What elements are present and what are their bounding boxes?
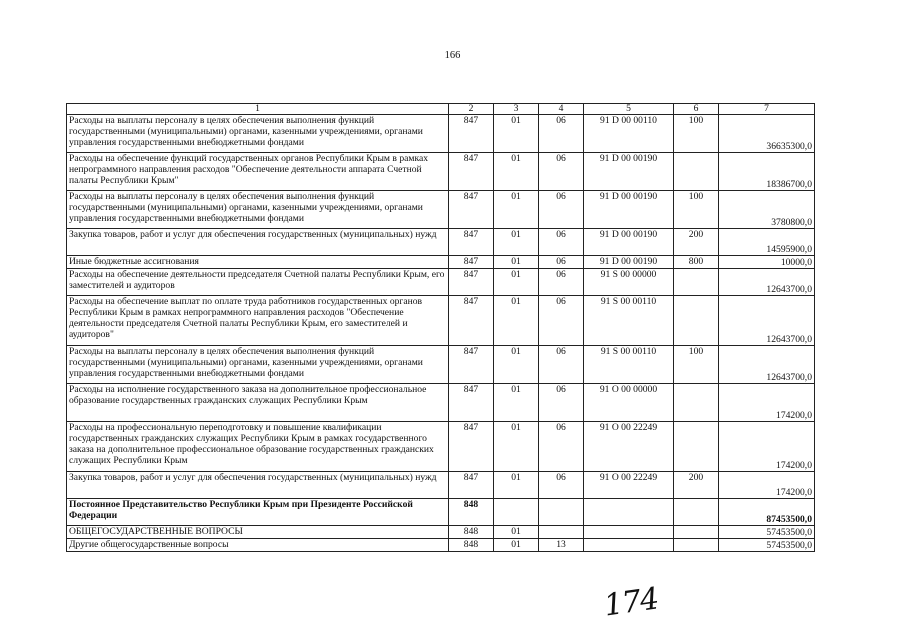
subsection-cell: [539, 526, 584, 539]
row-name-cell: Расходы на исполнение государственного заказа на дополнительное профессиональное образование государственных гражданских служащих Республики Крым: [67, 384, 449, 422]
expense-type-cell: 200: [674, 229, 719, 256]
code-admin-cell: 847: [449, 296, 494, 346]
target-article-cell: 91 S 00 00110: [584, 346, 674, 384]
code-admin-cell: 847: [449, 191, 494, 229]
subsection-cell: 06: [539, 384, 584, 422]
row-name-cell: Закупка товаров, работ и услуг для обеспечения государственных (муниципальных) нужд: [67, 229, 449, 256]
subsection-cell: 06: [539, 191, 584, 229]
row-name-cell: ОБЩЕГОСУДАРСТВЕННЫЕ ВОПРОСЫ: [67, 526, 449, 539]
amount-cell: 57453500,0: [719, 526, 815, 539]
code-admin-cell: 847: [449, 269, 494, 296]
section-cell: [494, 499, 539, 526]
table-row: [67, 472, 815, 499]
subsection-cell: 06: [539, 153, 584, 191]
table-row: [67, 526, 815, 539]
subsection-cell: 06: [539, 269, 584, 296]
header-cell-3: 3: [494, 104, 539, 115]
section-cell: 01: [494, 422, 539, 472]
header-cell-6: 6: [674, 104, 719, 115]
subsection-cell: [539, 499, 584, 526]
expense-type-cell: [674, 539, 719, 552]
target-article-cell: 91 D 00 00110: [584, 115, 674, 153]
target-article-cell: 91 O 00 22249: [584, 422, 674, 472]
row-name-cell: Другие общегосударственные вопросы: [67, 539, 449, 552]
code-admin-cell: 848: [449, 499, 494, 526]
table-header-row: [67, 104, 815, 115]
expense-type-cell: [674, 384, 719, 422]
amount-cell: 12643700,0: [719, 269, 815, 296]
table-row: [67, 269, 815, 296]
amount-cell: 174200,0: [719, 384, 815, 422]
target-article-cell: 91 O 00 22249: [584, 472, 674, 499]
subsection-cell: 06: [539, 422, 584, 472]
code-admin-cell: 847: [449, 346, 494, 384]
section-cell: 01: [494, 539, 539, 552]
table-row: [67, 346, 815, 384]
code-admin-cell: 848: [449, 539, 494, 552]
target-article-cell: 91 D 00 00190: [584, 229, 674, 256]
code-admin-cell: 847: [449, 153, 494, 191]
target-article-cell: 91 D 00 00190: [584, 153, 674, 191]
amount-cell: 3780800,0: [719, 191, 815, 229]
amount-cell: 174200,0: [719, 422, 815, 472]
target-article-cell: 91 S 00 00110: [584, 296, 674, 346]
expense-type-cell: 200: [674, 472, 719, 499]
table-row: [67, 153, 815, 191]
row-name-cell: Расходы на выплаты персоналу в целях обеспечения выполнения функций государственными (муниципальными) органами, казенными учреждениями, органами управления государственными внебюджетными фондами: [67, 115, 449, 153]
expense-type-cell: 100: [674, 191, 719, 229]
table-body: [67, 104, 815, 552]
expense-type-cell: [674, 296, 719, 346]
table-row: [67, 115, 815, 153]
expense-type-cell: 100: [674, 115, 719, 153]
subsection-cell: 06: [539, 472, 584, 499]
section-cell: 01: [494, 472, 539, 499]
code-admin-cell: 847: [449, 229, 494, 256]
section-cell: 01: [494, 229, 539, 256]
table-row: [67, 422, 815, 472]
expense-type-cell: [674, 526, 719, 539]
section-cell: 01: [494, 153, 539, 191]
handwritten-signature: 174: [601, 581, 661, 624]
subsection-cell: 13: [539, 539, 584, 552]
section-cell: 01: [494, 346, 539, 384]
page-number: 166: [444, 50, 461, 61]
expense-type-cell: [674, 499, 719, 526]
table-row: [67, 296, 815, 346]
amount-cell: 12643700,0: [719, 296, 815, 346]
table-row: [67, 539, 815, 552]
row-name-cell: Расходы на обеспечение функций государственных органов Республики Крым в рамках непрограммного направления расходов "Обеспечение деятельности аппарата Счетной палаты Республики Крым": [67, 153, 449, 191]
row-name-cell: Расходы на обеспечение выплат по оплате труда работников государственных органов Республики Крым в рамках непрограммного направления расходов "Обеспечение деятельности председателя Счетной палаты Республики Крым, его заместителей и аудиторов": [67, 296, 449, 346]
section-cell: 01: [494, 384, 539, 422]
amount-cell: 10000,0: [719, 256, 815, 269]
subsection-cell: 06: [539, 115, 584, 153]
code-admin-cell: 847: [449, 422, 494, 472]
row-name-cell: Закупка товаров, работ и услуг для обеспечения государственных (муниципальных) нужд: [67, 472, 449, 499]
section-cell: 01: [494, 269, 539, 296]
code-admin-cell: 847: [449, 256, 494, 269]
subsection-cell: 06: [539, 256, 584, 269]
row-name-cell: Иные бюджетные ассигнования: [67, 256, 449, 269]
expense-type-cell: [674, 153, 719, 191]
amount-cell: 87453500,0: [719, 499, 815, 526]
section-cell: 01: [494, 256, 539, 269]
subsection-cell: 06: [539, 229, 584, 256]
subsection-cell: 06: [539, 296, 584, 346]
code-admin-cell: 848: [449, 526, 494, 539]
amount-cell: 36635300,0: [719, 115, 815, 153]
target-article-cell: [584, 539, 674, 552]
table-row: [67, 229, 815, 256]
header-cell-5: 5: [584, 104, 674, 115]
amount-cell: 12643700,0: [719, 346, 815, 384]
table-row: [67, 499, 815, 526]
target-article-cell: 91 S 00 00000: [584, 269, 674, 296]
code-admin-cell: 847: [449, 115, 494, 153]
amount-cell: 174200,0: [719, 472, 815, 499]
budget-table: [66, 103, 815, 552]
code-admin-cell: 847: [449, 384, 494, 422]
target-article-cell: 91 D 00 00190: [584, 256, 674, 269]
section-cell: 01: [494, 526, 539, 539]
code-admin-cell: 847: [449, 472, 494, 499]
header-cell-1: 1: [67, 104, 449, 115]
row-name-cell: Расходы на обеспечение деятельности председателя Счетной палаты Республики Крым, его заместителей и аудиторов: [67, 269, 449, 296]
table-row: [67, 191, 815, 229]
header-cell-2: 2: [449, 104, 494, 115]
table-row: [67, 256, 815, 269]
section-cell: 01: [494, 191, 539, 229]
amount-cell: 14595900,0: [719, 229, 815, 256]
header-cell-4: 4: [539, 104, 584, 115]
expense-type-cell: [674, 422, 719, 472]
target-article-cell: [584, 499, 674, 526]
amount-cell: 18386700,0: [719, 153, 815, 191]
subsection-cell: 06: [539, 346, 584, 384]
row-name-cell: Расходы на профессиональную переподготовку и повышение квалификации государственных гражданских служащих Республики Крым в рамках государственного заказа на дополнительное профессиональное образование государственных гражданских служащих Республики Крым: [67, 422, 449, 472]
expense-type-cell: 100: [674, 346, 719, 384]
amount-cell: 57453500,0: [719, 539, 815, 552]
section-cell: 01: [494, 115, 539, 153]
target-article-cell: [584, 526, 674, 539]
table-row: [67, 384, 815, 422]
expense-type-cell: [674, 269, 719, 296]
expense-type-cell: 800: [674, 256, 719, 269]
section-cell: 01: [494, 296, 539, 346]
target-article-cell: 91 O 00 00000: [584, 384, 674, 422]
row-name-cell: Постоянное Представительство Республики Крым при Президенте Российской Федерации: [67, 499, 449, 526]
row-name-cell: Расходы на выплаты персоналу в целях обеспечения выполнения функций государственными (муниципальными) органами, казенными учреждениями, органами управления государственными внебюджетными фондами: [67, 346, 449, 384]
row-name-cell: Расходы на выплаты персоналу в целях обеспечения выполнения функций государственными (муниципальными) органами, казенными учреждениями, органами управления государственными внебюджетными фондами: [67, 191, 449, 229]
header-cell-7: 7: [719, 104, 815, 115]
target-article-cell: 91 D 00 00190: [584, 191, 674, 229]
